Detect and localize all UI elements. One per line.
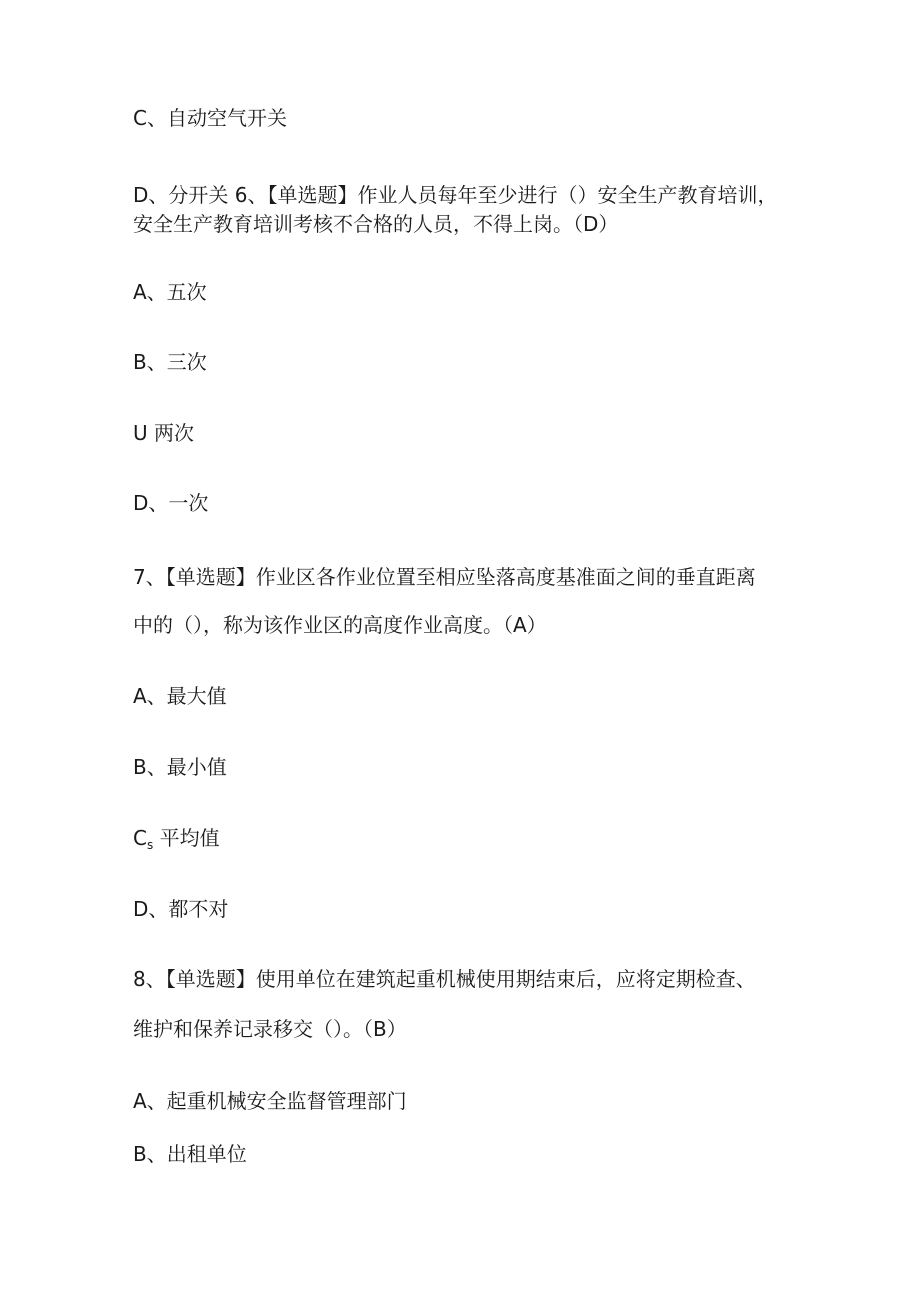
question-8: 8、【单选题】使用单位在建筑起重机械使用期结束后，应将定期检查、	[133, 967, 756, 991]
question-8-continued: 维护和保养记录移交（）。（B）	[133, 1017, 407, 1041]
option-b-q7: B、最小值	[133, 755, 227, 779]
option-b-q6: B、三次	[133, 350, 207, 374]
option-a-q6: A、五次	[133, 280, 207, 304]
question-6-continued: 安全生产教育培训考核不合格的人员，不得上岗。（D）	[133, 212, 619, 236]
question-7: 7、【单选题】作业区各作业位置至相应坠落高度基准面之间的垂直距离	[133, 565, 756, 589]
option-a-q8: A、起重机械安全监督管理部门	[133, 1089, 407, 1113]
option-b-q8: B、出租单位	[133, 1142, 247, 1166]
option-d-q5-and-question-6: D、分开关 6、【单选题】作业人员每年至少进行（）安全生产教育培训，	[133, 183, 778, 207]
option-c-q7-letter: C	[133, 826, 147, 850]
option-c-q6: U 两次	[133, 421, 194, 445]
question-7-continued: 中的（），称为该作业区的高度作业高度。（A）	[133, 613, 547, 637]
option-c-q7	[133, 825, 220, 858]
option-c-q7-subscript: s	[146, 838, 154, 852]
option-d-q7: D、都不对	[133, 897, 229, 921]
option-c-q5: C、自动空气开关	[133, 106, 287, 130]
option-c-q7-text: 平均值	[153, 826, 220, 850]
option-d-q6: D、一次	[133, 491, 209, 515]
option-a-q7: A、最大值	[133, 684, 227, 708]
